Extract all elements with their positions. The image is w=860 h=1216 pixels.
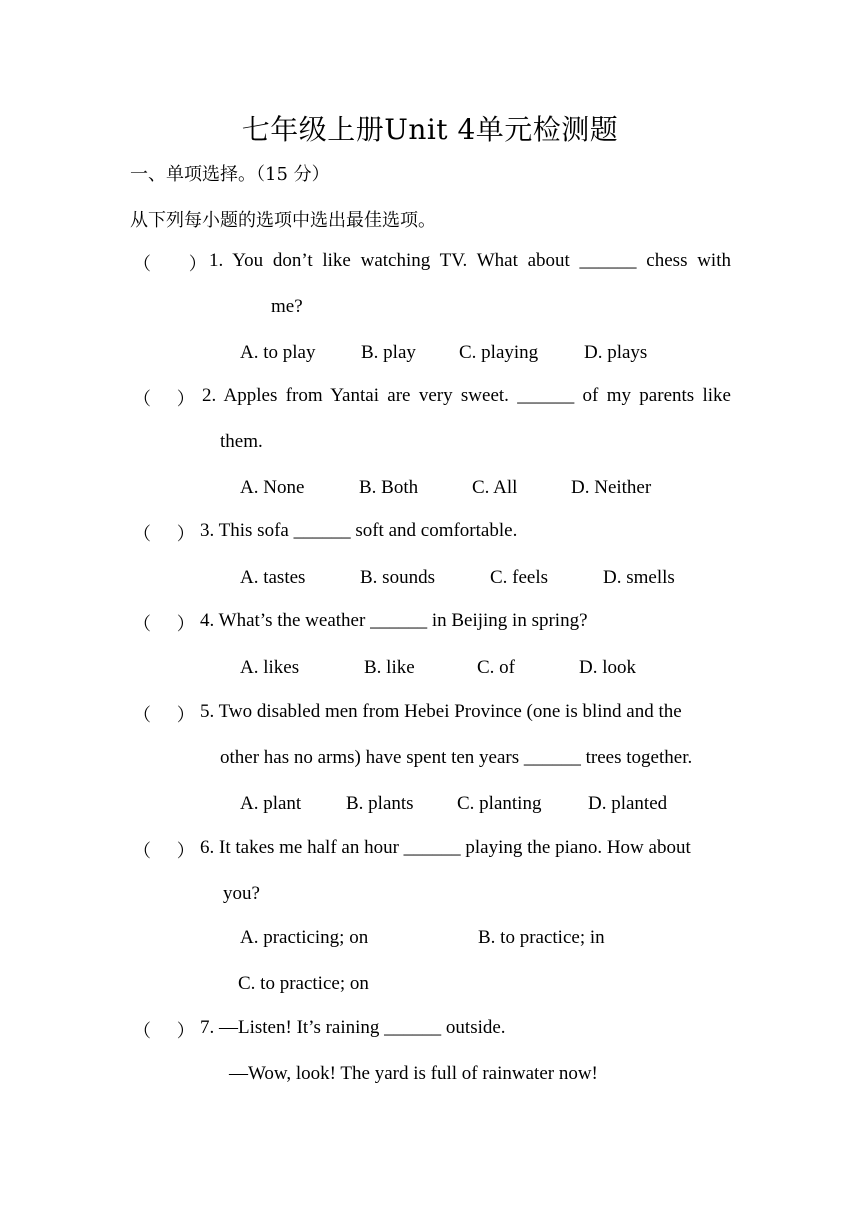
page-title: 七年级上册Unit 4单元检测题 [241, 113, 619, 146]
question-1-line-1: 1. You don’t like watching TV. What about ______ chess with [209, 250, 731, 271]
option-b: B. play [361, 342, 416, 363]
option-b: B. like [364, 657, 415, 678]
option-b: B. Both [359, 477, 419, 498]
question-2-line-1: 2. Apples from Yantai are very sweet. ______ of my parents like [202, 385, 731, 406]
option-a: A. tastes [240, 567, 306, 588]
answer-blank: （ ） [133, 524, 205, 545]
option-a: A. practicing; on [240, 927, 369, 948]
option-a: A. None [240, 477, 305, 498]
option-a: A. likes [240, 657, 300, 678]
option-d: D. smells [603, 567, 675, 588]
question-4-line-1: 4. What’s the weather ______ in Beijing in spring? [200, 610, 588, 631]
answer-blank: （ ） [133, 841, 205, 862]
option-c: C. All [472, 477, 518, 498]
option-c: C. of [477, 657, 515, 678]
option-d: D. plays [584, 342, 648, 363]
question-5-line-1: 5. Two disabled men from Hebei Province (one is blind and the [200, 701, 682, 722]
question-7-line-1: 7. —Listen! It’s raining ______ outside. [200, 1017, 506, 1038]
answer-blank: （ ） [133, 705, 205, 726]
option-d: D. planted [588, 793, 668, 814]
section-heading: 一、单项选择。（15 分） [130, 164, 330, 185]
option-c: C. to practice; on [238, 973, 369, 994]
answer-blank: （ ） [133, 1021, 205, 1042]
answer-blank: （ ） [133, 389, 205, 410]
option-c: C. planting [457, 793, 542, 814]
question-6-line-2: you? [223, 883, 260, 904]
answer-blank: （ ） [133, 254, 223, 275]
option-b: B. plants [346, 793, 414, 814]
option-b: B. sounds [360, 567, 435, 588]
option-d: D. Neither [571, 477, 652, 498]
question-2-line-2: them. [220, 431, 263, 452]
option-d: D. look [579, 657, 636, 678]
option-c: C. feels [490, 567, 549, 588]
option-c: C. playing [459, 342, 539, 363]
option-a: A. plant [240, 793, 302, 814]
option-b: B. to practice; in [478, 927, 605, 948]
question-1-line-2: me? [271, 296, 303, 317]
answer-blank: （ ） [133, 614, 205, 635]
option-a: A. to play [240, 342, 316, 363]
question-5-line-2: other has no arms) have spent ten years ______ trees together. [220, 747, 693, 768]
question-6-line-1: 6. It takes me half an hour ______ playing the piano. How about [200, 837, 691, 858]
question-7-line-2: —Wow, look! The yard is full of rainwater now! [229, 1063, 598, 1084]
section-instruction: 从下列每小题的选项中选出最佳选项。 [130, 210, 436, 231]
question-3-line-1: 3. This sofa ______ soft and comfortable. [200, 520, 518, 541]
